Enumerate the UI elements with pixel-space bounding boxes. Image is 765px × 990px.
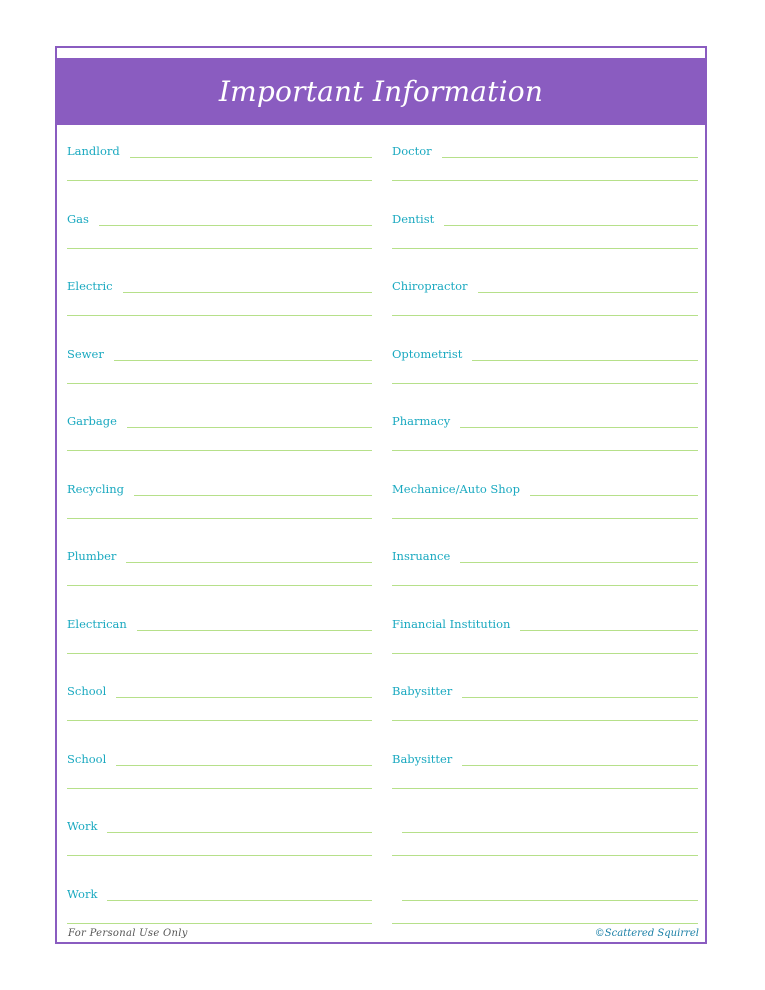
entry-line[interactable] (460, 427, 698, 428)
field-label: Insruance (392, 549, 451, 563)
field-recycling[interactable] (67, 474, 372, 542)
field-doctor[interactable] (392, 136, 698, 204)
field-babysitter-1[interactable] (392, 676, 698, 744)
entry-line[interactable] (392, 653, 698, 654)
entry-line[interactable] (67, 450, 372, 451)
footer-copyright: ©Scattered Squirrel (594, 928, 699, 939)
field-school-1[interactable] (67, 676, 372, 744)
field-label: Gas (67, 211, 89, 226)
entry-line[interactable] (67, 923, 372, 924)
field-landlord[interactable] (67, 136, 372, 204)
field-mechanic[interactable] (392, 474, 698, 542)
entry-line[interactable] (444, 225, 698, 226)
field-label: Babysitter (392, 684, 453, 698)
entry-line[interactable] (472, 360, 698, 361)
field-pharmacy[interactable] (392, 406, 698, 474)
entry-line[interactable] (107, 900, 372, 901)
entry-line[interactable] (462, 697, 698, 698)
field-label: Pharmacy (392, 414, 451, 428)
entry-line[interactable] (392, 450, 698, 451)
entry-line[interactable] (126, 562, 372, 563)
entry-line[interactable] (402, 832, 698, 833)
entry-line[interactable] (67, 518, 372, 519)
entry-line[interactable] (116, 697, 372, 698)
entry-line[interactable] (123, 292, 372, 293)
entry-line[interactable] (392, 720, 698, 721)
field-sewer[interactable] (67, 339, 372, 407)
entry-line[interactable] (442, 157, 698, 158)
field-label: Electric (67, 279, 113, 293)
entry-line[interactable] (392, 383, 698, 384)
entry-line[interactable] (392, 518, 698, 519)
entry-line[interactable] (67, 788, 372, 789)
right-column (392, 136, 698, 946)
field-label: Sewer (67, 346, 104, 361)
entry-line[interactable] (130, 157, 372, 158)
entry-line[interactable] (107, 832, 372, 833)
entry-line[interactable] (392, 585, 698, 586)
entry-line[interactable] (67, 585, 372, 586)
field-financial-institution[interactable] (392, 609, 698, 677)
entry-line[interactable] (99, 225, 372, 226)
field-label: Chiropractor (392, 279, 468, 293)
field-garbage[interactable] (67, 406, 372, 474)
field-label: Plumber (67, 549, 117, 563)
entry-line[interactable] (67, 653, 372, 654)
entry-line[interactable] (67, 315, 372, 316)
entry-line[interactable] (137, 630, 372, 631)
entry-line[interactable] (67, 248, 372, 249)
field-chiropractor[interactable] (392, 271, 698, 339)
entry-line[interactable] (392, 788, 698, 789)
field-label: Dentist (392, 211, 435, 226)
entry-line[interactable] (67, 383, 372, 384)
field-label: Work (67, 819, 98, 833)
entry-line[interactable] (392, 923, 698, 924)
field-dentist[interactable] (392, 204, 698, 272)
field-label: School (67, 684, 107, 698)
field-label: Optometrist (392, 346, 463, 361)
field-label: Work (67, 886, 98, 901)
field-electric[interactable] (67, 271, 372, 339)
field-label: Landlord (67, 144, 120, 158)
field-babysitter-2[interactable] (392, 744, 698, 812)
field-optometrist[interactable] (392, 339, 698, 407)
field-label: Mechanice/Auto Shop (392, 481, 520, 496)
entry-line[interactable] (134, 495, 372, 496)
field-gas[interactable] (67, 204, 372, 272)
entry-line[interactable] (127, 427, 372, 428)
field-label: School (67, 751, 107, 766)
entry-line[interactable] (392, 315, 698, 316)
entry-line[interactable] (114, 360, 372, 361)
footer-personal-use: For Personal Use Only (68, 928, 188, 939)
field-school-2[interactable] (67, 744, 372, 812)
field-label: Garbage (67, 414, 117, 428)
entry-line[interactable] (520, 630, 698, 631)
field-electrician[interactable] (67, 609, 372, 677)
field-label: Doctor (392, 144, 432, 158)
entry-line[interactable] (67, 855, 372, 856)
entry-line[interactable] (392, 248, 698, 249)
field-label: Recycling (67, 481, 124, 496)
entry-line[interactable] (67, 720, 372, 721)
entry-line[interactable] (392, 855, 698, 856)
field-blank-1[interactable] (392, 811, 698, 879)
field-insurance[interactable] (392, 541, 698, 609)
field-plumber[interactable] (67, 541, 372, 609)
field-label: Financial Institution (392, 616, 511, 631)
entry-line[interactable] (402, 900, 698, 901)
entry-line[interactable] (462, 765, 698, 766)
entry-line[interactable] (67, 180, 372, 181)
entry-line[interactable] (392, 180, 698, 181)
left-column (67, 136, 372, 946)
field-work-1[interactable] (67, 811, 372, 879)
field-label: Electrican (67, 616, 127, 631)
page-title: Important Information (218, 75, 544, 108)
entry-line[interactable] (530, 495, 698, 496)
entry-line[interactable] (116, 765, 372, 766)
field-label: Babysitter (392, 751, 453, 766)
entry-line[interactable] (460, 562, 698, 563)
title-banner (57, 58, 705, 125)
entry-line[interactable] (478, 292, 698, 293)
